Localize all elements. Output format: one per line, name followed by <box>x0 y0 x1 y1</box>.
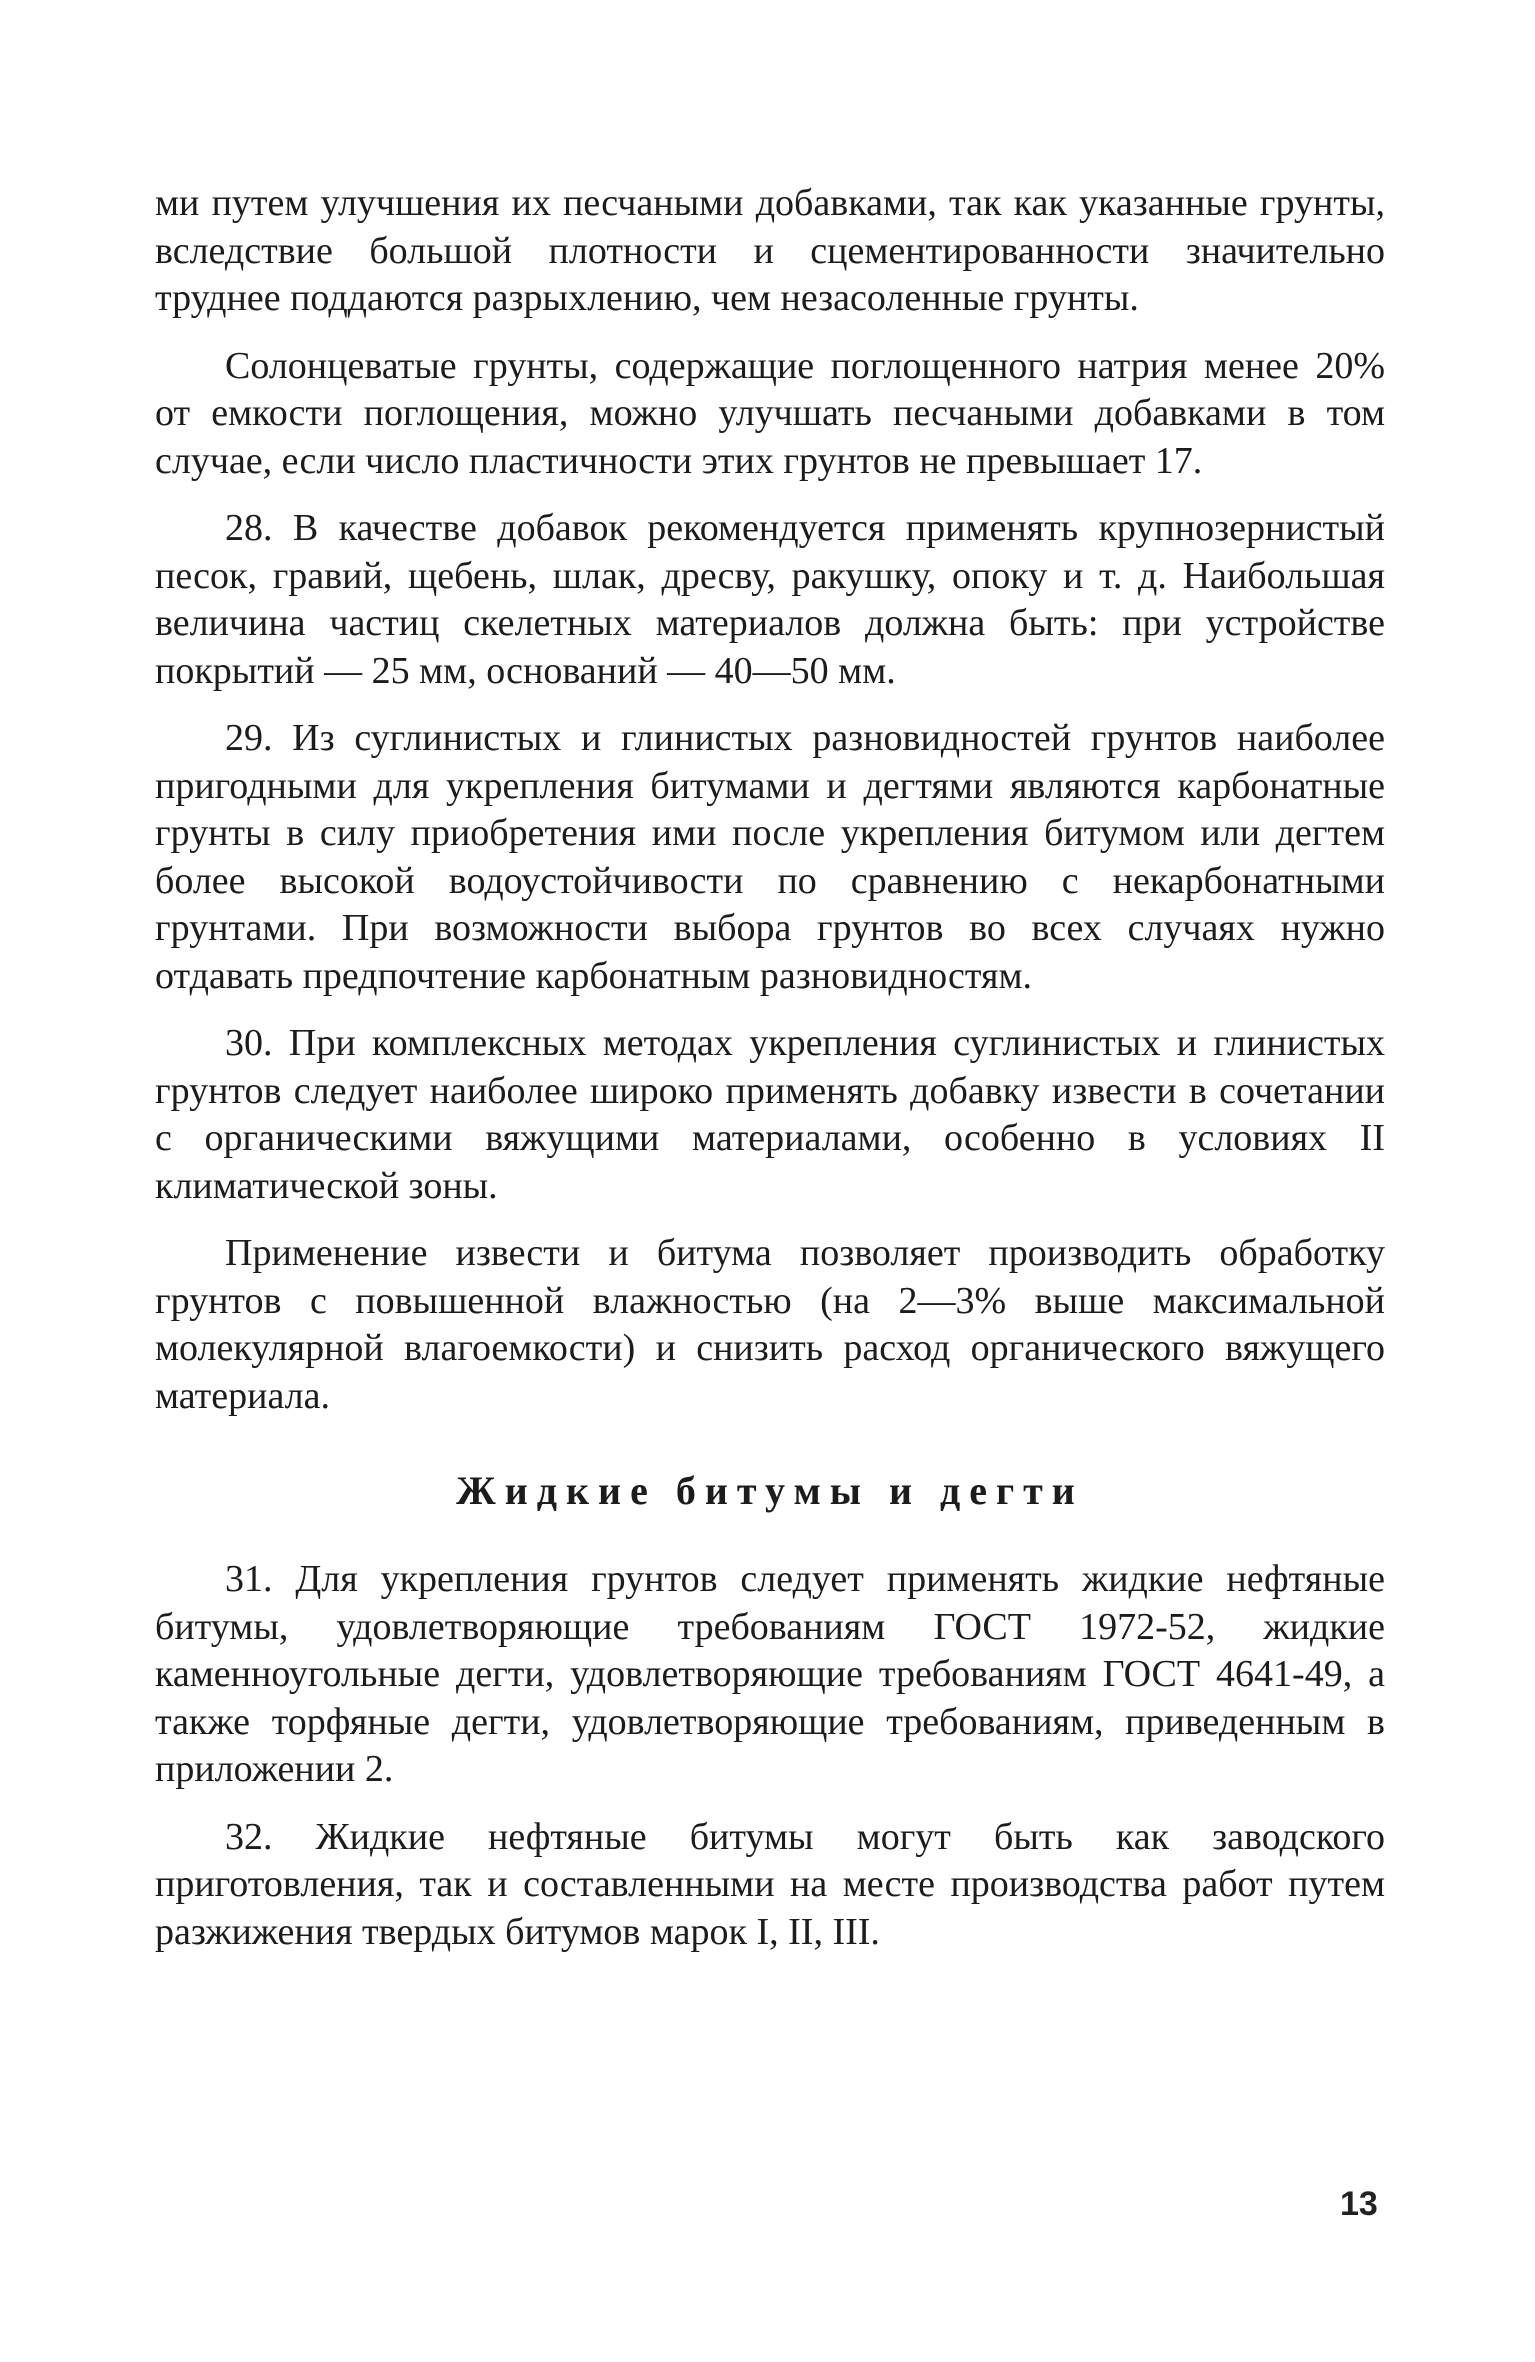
paragraph-32: 32. Жидкие нефтяные битумы могут быть как заводского приготовления, так и составленными на месте производства работ путем разжижения твердых битумов марок I, II, III. <box>155 1815 1385 1953</box>
paragraph-solonets-soils: Солонцеватые грунты, содержащие поглощенного натрия менее 20% от емкости поглощения, можно улучшать песчаными добавками в том случае, если число пластичности этих грунтов не превышает 17. <box>155 344 1385 482</box>
paragraph-continuation: ми путем улучшения их песчаными добавками, так как указанные грунты, вследствие большой плотности и сцементированности значительно труднее поддаются разрыхлению, чем незасоленные грунты. <box>155 182 1385 319</box>
page-body <box>155 180 1385 1976</box>
paragraph-28: 28. В качестве добавок рекомендуется применять крупнозернистый песок, гравий, щебень, шлак, дресву, ракушку, опоку и т. д. Наибольшая величина частиц скелетных материалов должна быть: при устройстве покрытий — 25 мм, оснований — 40—50 мм. <box>155 507 1385 692</box>
paragraph-30: 30. При комплексных методах укрепления суглинистых и глинистых грунтов следует наиболее широко применять добавку извести в сочетании с органическими вяжущими материалами, особенно в условиях II климатической зоны. <box>155 1022 1385 1207</box>
paragraph-31: 31. Для укрепления грунтов следует применять жидкие нефтяные битумы, удовлетворяющие требованиям ГОСТ 1972-52, жидкие каменноугольные дегти, удовлетворяющие требованиям ГОСТ 4641-49, а также торфяные дегти, удовлетворяющие требованиям, приведенным в приложении 2. <box>155 1558 1385 1790</box>
page-number: 13 <box>1340 2185 1378 2223</box>
section-heading: Жидкие битумы и дегти <box>456 1468 1084 1513</box>
paragraph-lime-bitumen: Применение извести и битума позволяет производить обработку грунтов с повышенной влажностью (на 2—3% выше максимальной молекулярной влагоемкости) и снизить расход органического вяжущего материала. <box>155 1232 1385 1417</box>
paragraph-29: 29. Из суглинистых и глинистых разновидностей грунтов наиболее пригодными для укрепления битумами и дегтями являются карбонатные грунты в силу приобретения ими после укрепления битумом или дегтем более высокой водоустойчивости по сравнению с некарбонатными грунтами. При возможности выбора грунтов во всех случаях нужно отдавать предпочтение карбонатным разновидностям. <box>155 717 1385 997</box>
